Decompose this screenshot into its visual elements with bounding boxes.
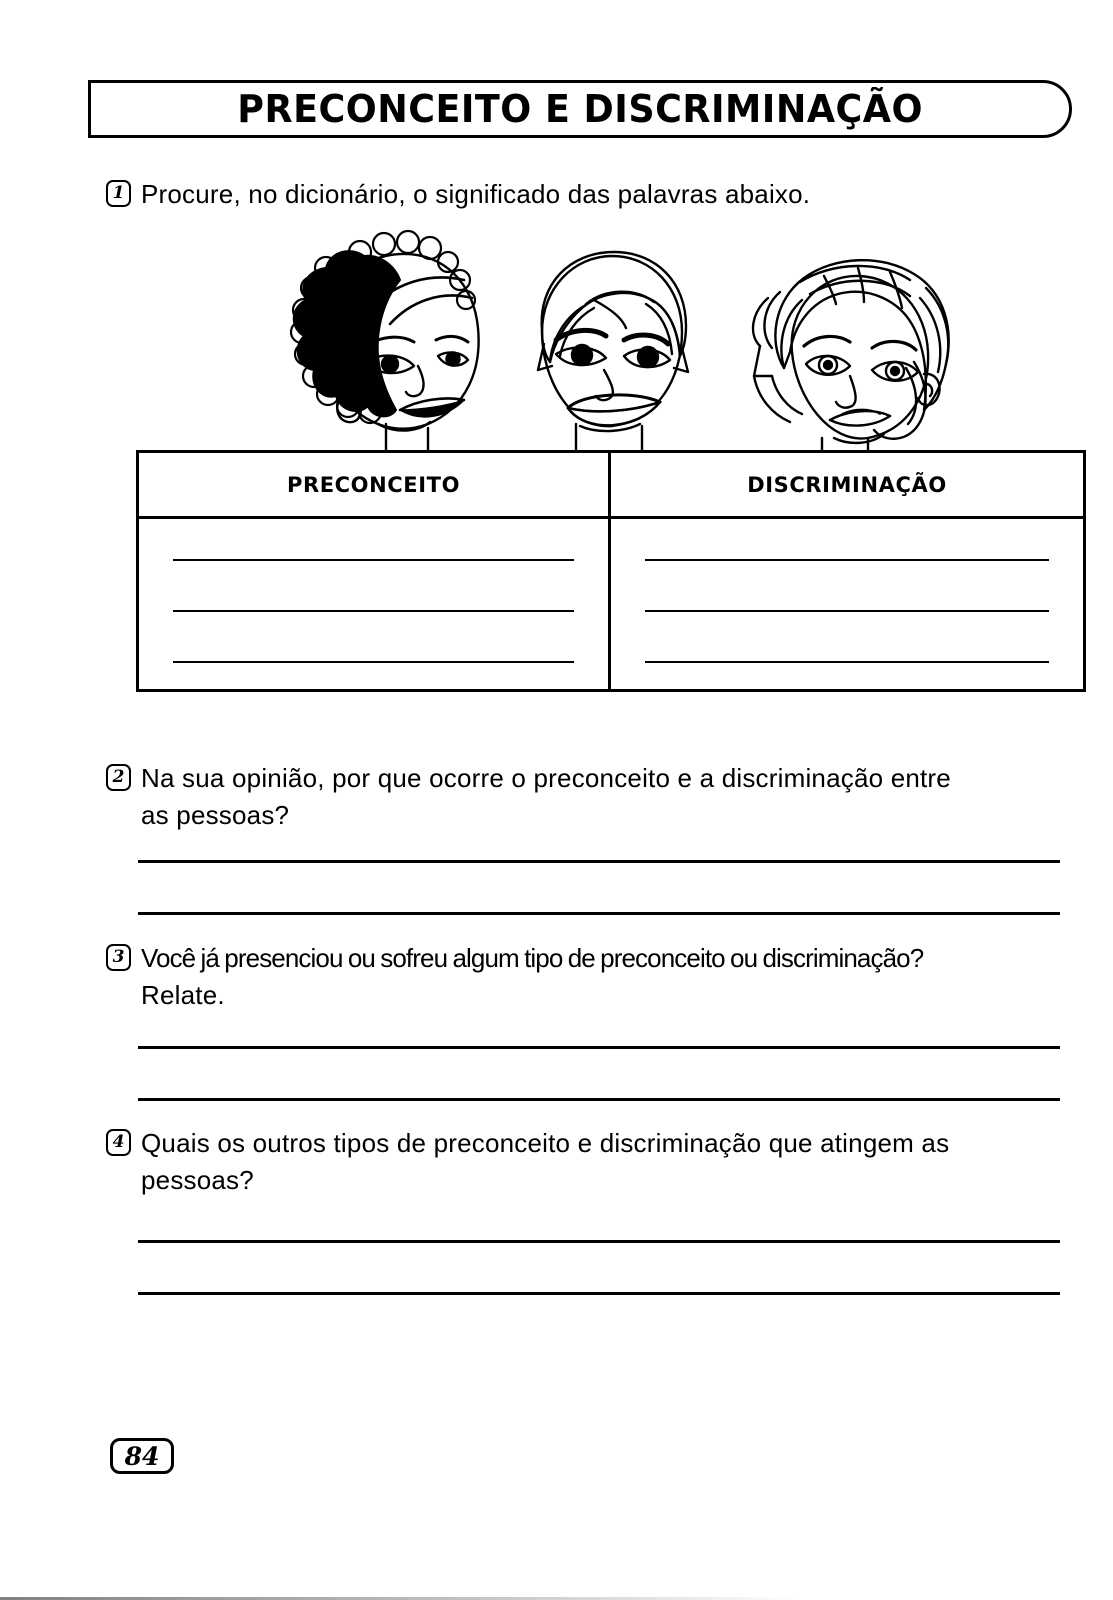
table-answer-area-preconceito[interactable] — [139, 519, 608, 689]
question-1-text: Procure, no dicionário, o significado das palavras abaixo. — [141, 179, 811, 209]
question-4 — [106, 1125, 1068, 1199]
writing-line[interactable] — [645, 610, 1049, 612]
answer-line-2-2[interactable] — [138, 912, 1060, 915]
answer-line-2-1[interactable] — [138, 860, 1060, 863]
table-answer-area-discriminacao[interactable] — [611, 519, 1083, 689]
answer-line-3-2[interactable] — [138, 1098, 1060, 1101]
page-title-banner — [88, 80, 1072, 138]
question-3-line — [106, 940, 1068, 977]
question-2 — [106, 760, 1068, 834]
definitions-table — [136, 450, 1086, 692]
writing-line[interactable] — [173, 559, 574, 561]
question-4-line — [106, 1125, 1068, 1162]
question-3-text-continuation: Relate. — [141, 979, 225, 1010]
question-3-number: 3 — [106, 944, 131, 971]
question-2-line — [106, 760, 1068, 797]
table-header-discriminacao: DISCRIMINAÇÃO — [611, 453, 1083, 519]
writing-line[interactable] — [645, 559, 1049, 561]
question-3-text: Você já presenciou ou sofreu algum tipo de preconceito ou discriminação? — [141, 943, 924, 973]
face-3-wavy-hair-woman — [753, 260, 949, 460]
question-4-text-continuation: pessoas? — [141, 1164, 254, 1195]
answer-line-4-2[interactable] — [138, 1292, 1060, 1295]
page-title: PRECONCEITO E DISCRIMINAÇÃO — [237, 87, 923, 131]
question-2-text-continuation: as pessoas? — [141, 799, 290, 830]
table-header-preconceito: PRECONCEITO — [139, 453, 608, 519]
page-number: 84 — [124, 1441, 160, 1471]
face-2-short-hair-woman — [538, 252, 688, 460]
writing-line[interactable] — [645, 661, 1049, 663]
page-number-badge — [110, 1438, 174, 1474]
question-3 — [106, 940, 1068, 1014]
answer-line-4-1[interactable] — [138, 1240, 1060, 1243]
writing-line[interactable] — [173, 610, 574, 612]
question-4-text: Quais os outros tipos de preconceito e discriminação que atingem as — [141, 1128, 950, 1158]
question-4-number: 4 — [106, 1129, 131, 1156]
three-faces-illustration — [268, 228, 988, 460]
face-1-curly-hair-woman — [291, 231, 479, 460]
answer-line-3-1[interactable] — [138, 1046, 1060, 1049]
table-column-preconceito — [139, 453, 611, 689]
writing-line[interactable] — [173, 661, 574, 663]
question-1 — [106, 176, 1068, 213]
table-column-discriminacao — [611, 453, 1083, 689]
question-2-number: 2 — [106, 764, 131, 791]
question-1-number: 1 — [106, 180, 131, 207]
question-2-text: Na sua opinião, por que ocorre o preconceito e a discriminação entre — [141, 763, 951, 793]
question-1-line — [106, 176, 1068, 213]
